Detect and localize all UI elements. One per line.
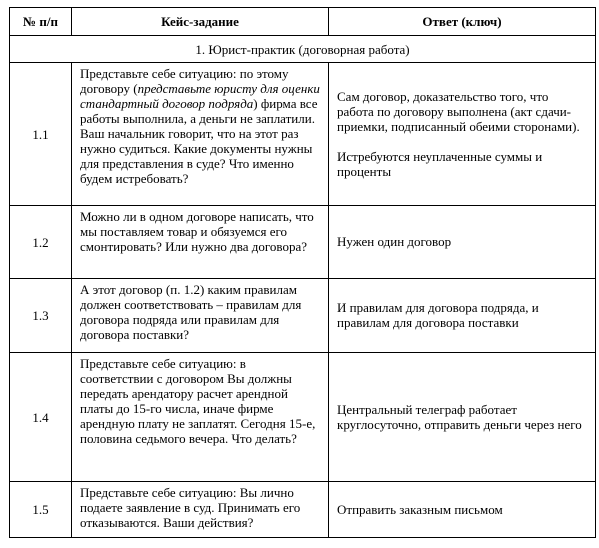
case-question-text: Представьте себе ситуацию: по этому договору (: [80, 66, 289, 96]
header-num: № п/п: [10, 8, 72, 36]
section-row: [10, 36, 596, 63]
row-number: 1.5: [10, 482, 72, 538]
row-number: 1.3: [10, 279, 72, 353]
section-title: 1. Юрист-практик (договорная работа): [10, 36, 596, 63]
case-table: [9, 7, 596, 538]
case-answer: И правилам для договора подряда, и правилам для договора поставки: [329, 279, 596, 353]
case-question: Можно ли в одном договоре написать, что мы поставляем товар и обязуемся его смонтировать? Или нужно два договора?: [72, 206, 329, 279]
header-row: [10, 8, 596, 36]
case-answer: Центральный телеграф работает круглосуточно, отправить деньги через него: [329, 353, 596, 482]
answer-paragraph: Сам договор, доказательство того, что работа по договору выполнена (акт сдачи-приемки, подписанный обеими сторонами).: [337, 88, 580, 134]
case-answer: Отправить заказным письмом: [329, 482, 596, 538]
table-row: [10, 353, 596, 482]
row-number: 1.1: [10, 63, 72, 206]
case-question-italic: представьте юристу для оценки стандартный договор подряда: [80, 81, 320, 111]
table-row: [10, 206, 596, 279]
case-question: Представьте себе ситуацию: в соответствии с договором Вы должны передать арендатору расчет арендной платы до 15-го числа, иначе фирме арендную плату не заплатят. Сегодня 15-е, половина седьмого вечера. Что делать?: [72, 353, 329, 482]
answer-paragraph: Истребуются неуплаченные суммы и проценты: [337, 148, 543, 179]
case-question: [72, 63, 329, 206]
case-answer: Нужен один договор: [329, 206, 596, 279]
case-answer: [329, 63, 596, 206]
row-number: 1.4: [10, 353, 72, 482]
case-question: А этот договор (п. 1.2) каким правилам должен соответствовать – правилам для договора подряда или правилам для договора поставки?: [72, 279, 329, 353]
table-row: [10, 63, 596, 206]
table-row: [10, 482, 596, 538]
case-question: Представьте себе ситуацию: Вы лично подаете заявление в суд. Принимать его отказываются. Ваши действия?: [72, 482, 329, 538]
case-question-text-end: ) фирма все работы выполнила, а деньги не заплатили. Ваш начальник говорит, что на этот раз нужно судиться. Какие документы нужны для представления в суде? Что именно будем истребовать?: [80, 96, 318, 186]
header-case: Кейс-задание: [72, 8, 329, 36]
table-row: [10, 279, 596, 353]
row-number: 1.2: [10, 206, 72, 279]
header-answer: Ответ (ключ): [329, 8, 596, 36]
